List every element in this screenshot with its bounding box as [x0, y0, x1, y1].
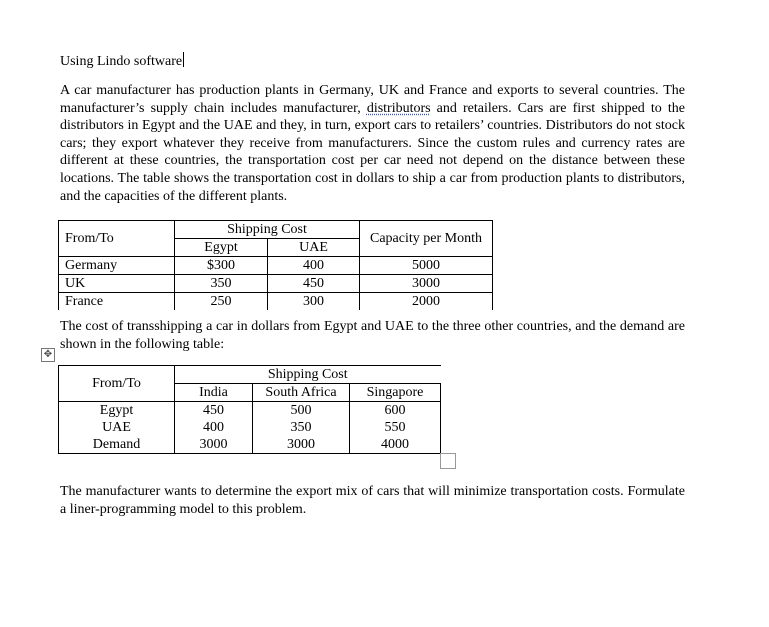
table-cell: 300: [268, 293, 360, 311]
table2-col-india: India: [175, 384, 253, 402]
table-cell: 350: [253, 419, 350, 436]
table-cell: $300: [175, 257, 268, 275]
table-cell: 2000: [360, 293, 493, 311]
row-label: UAE: [59, 419, 175, 436]
table1-shipping-cost-header: Shipping Cost: [175, 221, 360, 239]
row-label: Germany: [59, 257, 175, 275]
closing-paragraph[interactable]: The manufacturer wants to determine the export mix of cars that will minimize transportation costs. Formulate a liner-programming model to this problem.: [60, 484, 685, 517]
table-row: [59, 293, 493, 311]
table-cell: 450: [268, 275, 360, 293]
table-cell: 4000: [350, 436, 441, 454]
table2-shipping-cost-header: Shipping Cost: [175, 366, 441, 384]
table-cell: 3000: [360, 275, 493, 293]
table2-col-south-africa: South Africa: [253, 384, 350, 402]
transship-paragraph[interactable]: The cost of transshipping a car in dollars from Egypt and UAE to the three other countries, and the demand are shown in the following table:: [60, 319, 685, 352]
table-row: [59, 275, 493, 293]
spellcheck-flagged-word[interactable]: distributors: [366, 100, 431, 116]
plant-to-distributor-table: [58, 220, 493, 310]
row-label: Demand: [59, 436, 175, 454]
table-row: [59, 402, 441, 420]
row-label: UK: [59, 275, 175, 293]
move-handle-icon[interactable]: ✥: [41, 348, 55, 362]
table-row: [59, 257, 493, 275]
document-heading[interactable]: Using Lindo software: [60, 54, 183, 69]
table-row: [59, 419, 441, 436]
table2-corner-header: From/To: [59, 366, 175, 402]
table2-col-singapore: Singapore: [350, 384, 441, 402]
text-cursor: [183, 52, 184, 67]
intro-paragraph[interactable]: A car manufacturer has production plants in Germany, UK and France and exports to several countries. The manufacturer’s supply chain includes manufacturer, distributors and retailers. Cars are first shipped to the distributors in Egypt and the UAE and they, in turn, export cars to retailers’ countries. Distributors do not stock cars; they export whatever they receive from manufacturers. Since the custom rules and currency rates are different at these countries, the transportation cost per car need not depend on the distance between these locations. The table shows the transportation cost in dollars to ship a car from production plants to distributors, and the capacities of the different plants.: [60, 83, 685, 204]
table-cell: 400: [268, 257, 360, 275]
table-cell: 400: [175, 419, 253, 436]
row-label: Egypt: [59, 402, 175, 420]
table-cell: 5000: [360, 257, 493, 275]
table-resize-handle[interactable]: [440, 453, 456, 469]
table1-capacity-header: Capacity per Month: [360, 221, 493, 257]
table-cell: 500: [253, 402, 350, 420]
table-cell: 3000: [175, 436, 253, 454]
table1-corner-header: From/To: [59, 221, 175, 257]
table-cell: 350: [175, 275, 268, 293]
table-cell: 600: [350, 402, 441, 420]
distributor-to-country-table: [58, 365, 441, 454]
table-row: [59, 436, 441, 454]
table-cell: 250: [175, 293, 268, 311]
table1-col-uae: UAE: [268, 239, 360, 257]
table-cell: 3000: [253, 436, 350, 454]
row-label: France: [59, 293, 175, 311]
table-cell: 550: [350, 419, 441, 436]
table-cell: 450: [175, 402, 253, 420]
table1-col-egypt: Egypt: [175, 239, 268, 257]
